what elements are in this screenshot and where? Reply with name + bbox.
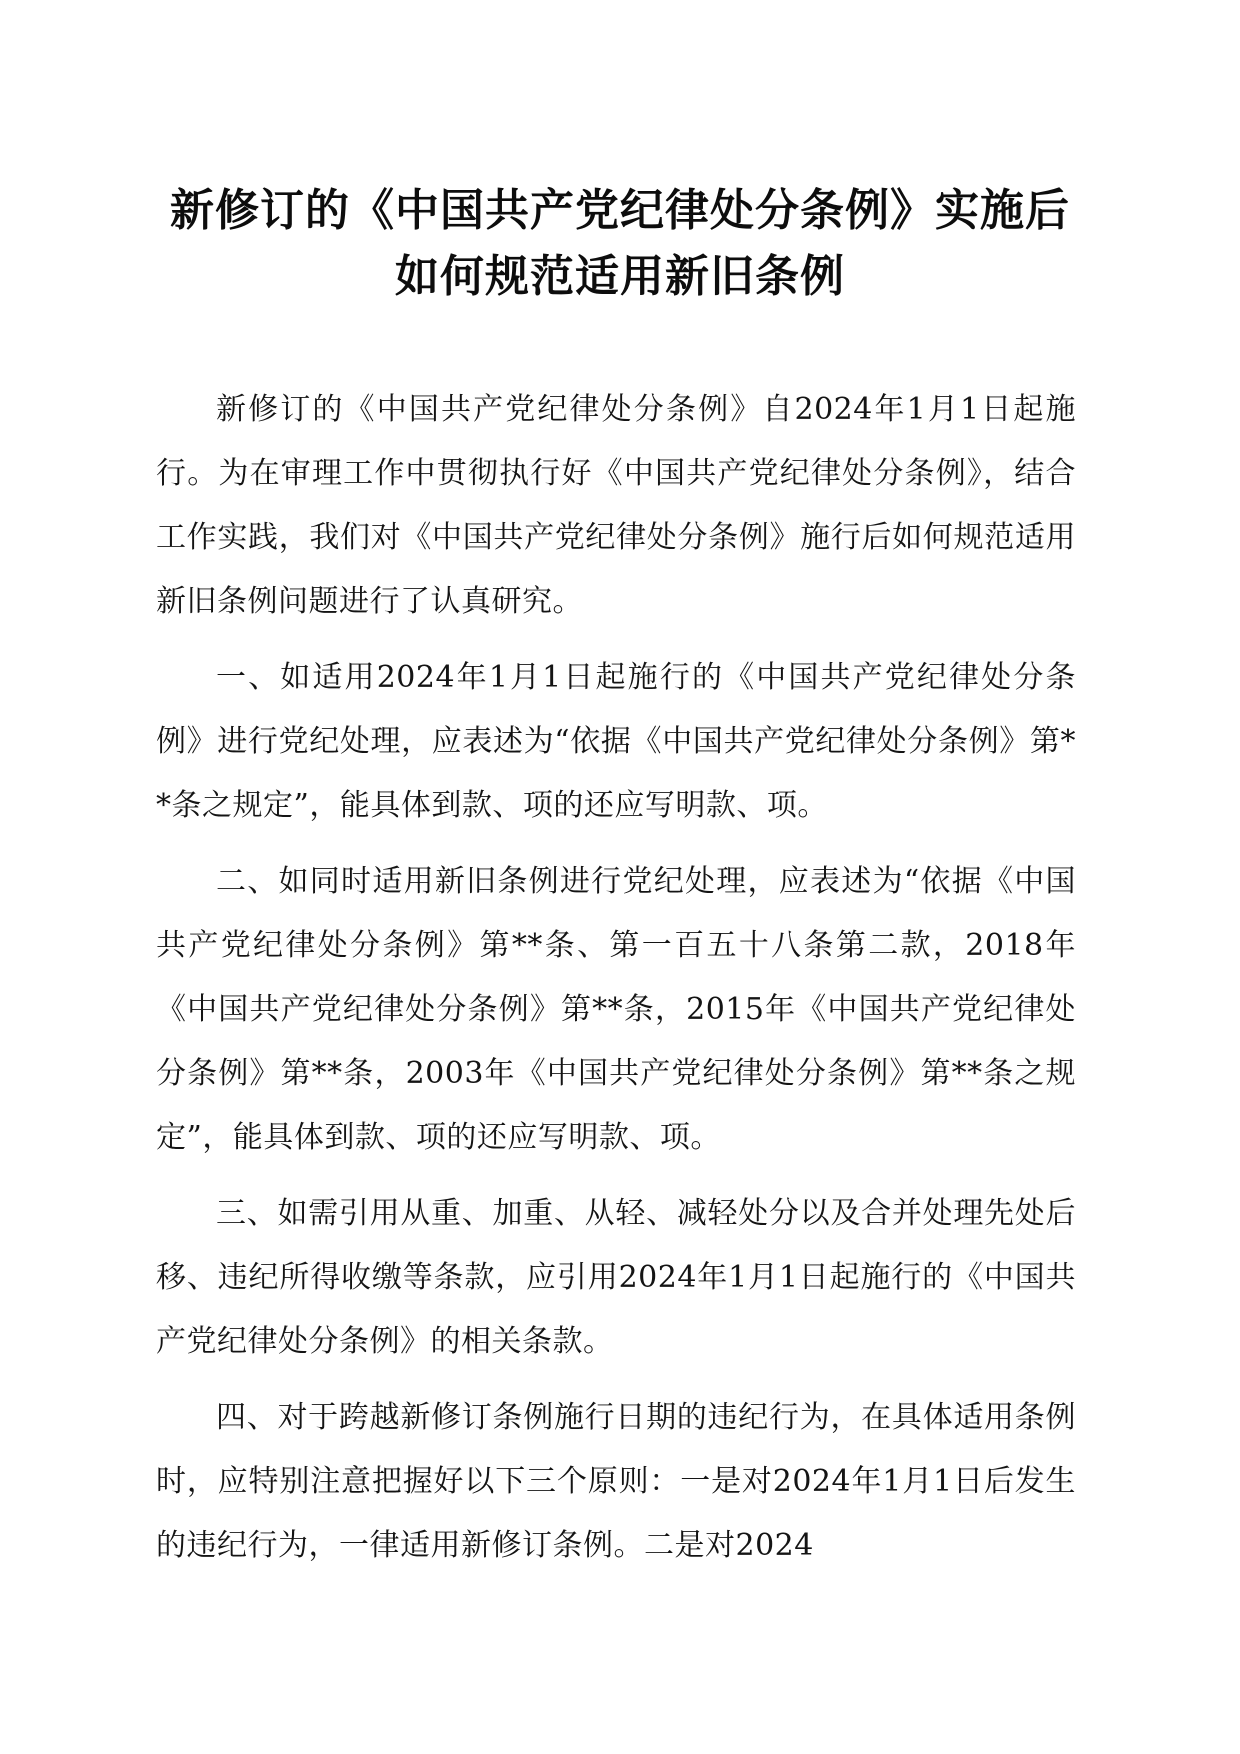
paragraph-item-3: 三、如需引用从重、加重、从轻、减轻处分以及合并处理先处后移、违纪所得收缴等条款，应引用2024年1月1日起施行的《中国共产党纪律处分条例》的相关条款。 — [156, 1196, 1076, 1359]
paragraph-item-4: 四、对于跨越新修订条例施行日期的违纪行为，在具体适用条例时，应特别注意把握好以下三个原则：一是对2024年1月1日后发生的违纪行为，一律适用新修订条例。二是对2024 — [156, 1400, 1076, 1563]
document-title — [150, 178, 1090, 310]
document-body — [156, 378, 1076, 1590]
paragraph-item-2: 二、如同时适用新旧条例进行党纪处理，应表述为“依据《中国共产党纪律处分条例》第**条、第一百五十八条第二款，2018年《中国共产党纪律处分条例》第**条，2015年《中国共产党纪律处分条例》第**条，2003年《中国共产党纪律处分条例》第**条之规定”，能具体到款、项的还应写明款、项。 — [156, 864, 1076, 1155]
paragraph-item-1: 一、如适用2024年1月1日起施行的《中国共产党纪律处分条例》进行党纪处理，应表述为“依据《中国共产党纪律处分条例》第**条之规定”，能具体到款、项的还应写明款、项。 — [156, 660, 1076, 823]
paragraph-intro: 新修订的《中国共产党纪律处分条例》自2024年1月1日起施行。为在审理工作中贯彻执行好《中国共产党纪律处分条例》，结合工作实践，我们对《中国共产党纪律处分条例》施行后如何规范适用新旧条例问题进行了认真研究。 — [156, 392, 1076, 619]
title-line-1: 新修订的《中国共产党纪律处分条例》实施后 — [170, 185, 1070, 236]
title-line-2: 如何规范适用新旧条例 — [395, 251, 845, 302]
